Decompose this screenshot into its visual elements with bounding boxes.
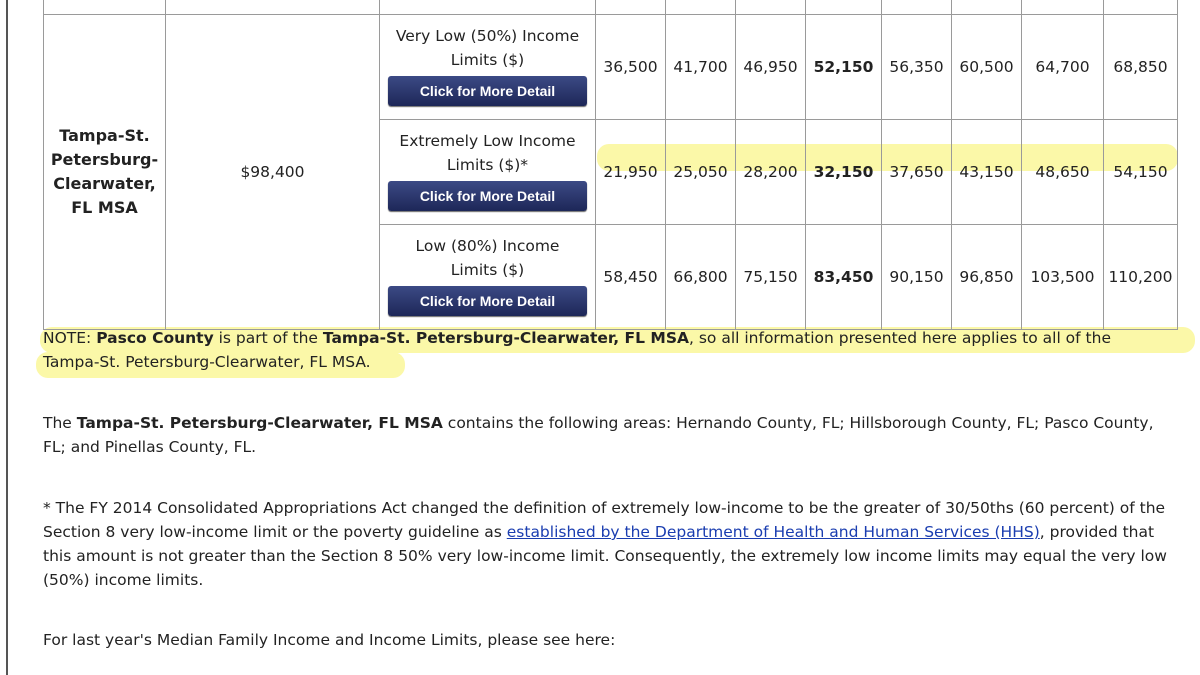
extremely-low-label: Extremely Low Income Limits ($)*	[399, 132, 576, 174]
value-cell: 36,500	[596, 15, 666, 120]
value-cell: 43,150	[952, 120, 1022, 225]
value-cell: 41,700	[666, 15, 736, 120]
very-low-label: Very Low (50%) Income Limits ($)	[395, 27, 580, 69]
low-detail-button[interactable]: Click for More Detail	[388, 286, 587, 316]
income-limits-table	[43, 0, 1178, 330]
note-paragraph: NOTE: Pasco County is part of the Tampa-St. Petersburg-Clearwater, FL MSA, so all information presented here applies to all of the Tampa-St. Petersburg-Clearwater, FL MSA.	[43, 329, 1111, 371]
last-year-paragraph: For last year's Median Family Income and Income Limits, please see here:	[43, 631, 616, 649]
header-persons-6	[952, 0, 1022, 15]
value-cell: 25,050	[666, 120, 736, 225]
value-cell: 60,500	[952, 15, 1022, 120]
table-header-row	[44, 0, 1178, 15]
page-left-border	[6, 0, 8, 675]
value-cell: 32,150	[806, 120, 882, 225]
areas-paragraph: The Tampa-St. Petersburg-Clearwater, FL MSA contains the following areas: Hernando County, FL; Hillsborough County, FL; Pasco County, FL; and Pinellas County, FL.	[43, 414, 1154, 456]
value-cell: 68,850	[1104, 15, 1178, 120]
header-median	[166, 0, 380, 15]
header-persons-7	[1022, 0, 1104, 15]
header-persons-2	[666, 0, 736, 15]
value-cell: 64,700	[1022, 15, 1104, 120]
header-persons-8	[1104, 0, 1178, 15]
footnote-paragraph: * The FY 2014 Consolidated Appropriations Act changed the definition of extremely low-income to be the greater of 30/50ths (60 percent) of the Section 8 very low-income limit or the poverty guideline as established by the Department of Health and Human Services (HHS), provided that this amount is not greater than the Section 8 50% very low-income limit. Consequently, the extremely low income limits may equal the very low (50%) income limits.	[43, 499, 1167, 589]
value-cell: 90,150	[882, 225, 952, 330]
value-cell: 21,950	[596, 120, 666, 225]
value-cell: 28,200	[736, 120, 806, 225]
value-cell: 54,150	[1104, 120, 1178, 225]
value-cell: 46,950	[736, 15, 806, 120]
very-low-label-cell	[380, 15, 596, 120]
extremely-low-label-cell	[380, 120, 596, 225]
notes-section	[43, 326, 1178, 650]
value-cell: 58,450	[596, 225, 666, 330]
value-cell: 66,800	[666, 225, 736, 330]
header-persons-1	[596, 0, 666, 15]
extremely-low-detail-button[interactable]: Click for More Detail	[388, 181, 587, 211]
value-cell: 52,150	[806, 15, 882, 120]
value-cell: 37,650	[882, 120, 952, 225]
value-cell: 48,650	[1022, 120, 1104, 225]
value-cell: 75,150	[736, 225, 806, 330]
value-cell: 56,350	[882, 15, 952, 120]
hhs-link[interactable]: established by the Department of Health and Human Services (HHS)	[506, 523, 1040, 541]
value-cell: 110,200	[1104, 225, 1178, 330]
low-label: Low (80%) Income Limits ($)	[415, 237, 560, 279]
very-low-detail-button[interactable]: Click for More Detail	[388, 76, 587, 106]
low-label-cell	[380, 225, 596, 330]
header-persons-3	[736, 0, 806, 15]
table-row	[44, 15, 1178, 120]
value-cell: 103,500	[1022, 225, 1104, 330]
header-persons-4	[806, 0, 882, 15]
value-cell: 83,450	[806, 225, 882, 330]
header-persons-5	[882, 0, 952, 15]
median-income-cell: $98,400	[166, 15, 380, 330]
value-cell: 96,850	[952, 225, 1022, 330]
header-limit-category	[380, 0, 596, 15]
area-name-cell: Tampa-St. Petersburg- Clearwater, FL MSA	[44, 15, 166, 330]
header-area	[44, 0, 166, 15]
